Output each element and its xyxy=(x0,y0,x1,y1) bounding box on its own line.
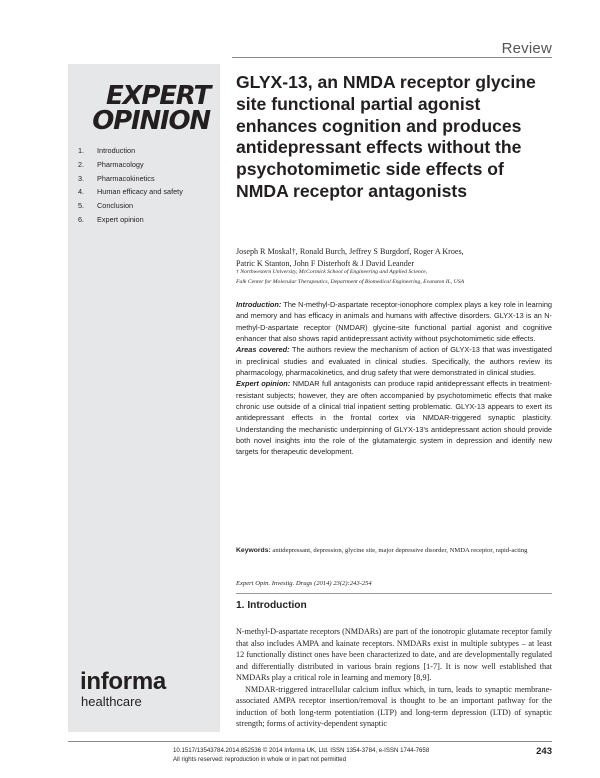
section-rule xyxy=(236,593,552,594)
toc-item-conclusion[interactable]: 5. Conclusion xyxy=(78,201,134,211)
sidebar xyxy=(68,64,220,732)
section-heading: 1. Introduction xyxy=(236,600,307,611)
article-title: GLYX-13, an NMDA receptor glycine site functional partial agonist enhances cognition and produces antidepressant effects without the psychotomimetic side effects of NMDA receptor antagonists xyxy=(236,72,536,201)
doi-copyright: 10.1517/13543784.2014.852536 © 2014 Informa UK, Ltd. ISSN 1354-3784, e-ISSN 1744-7658 xyxy=(173,747,430,754)
toc-item-introduction[interactable]: 1. Introduction xyxy=(78,146,136,155)
page-number: 243 xyxy=(536,746,552,757)
body-paragraph: NMDAR-triggered intracellular calcium influx which, in turn, leads to synaptic membrane-associated AMPA receptor insertion/removal is thought to be an important pathway for the induction of both long-term potentiation (LTP) and long-term depression (LTD) of synaptic strength; forms of activity-dependent synaptic xyxy=(236,684,552,728)
journal-citation: Expert Opin. Investig. Drugs (2014) 23(2):243-254 xyxy=(236,580,372,587)
toc-item-human-efficacy[interactable]: 4. Human efficacy and safety xyxy=(78,187,183,197)
authors-line1: Joseph R Moskal†, Ronald Burch, Jeffrey S Burgdorf, Roger A Kroes, xyxy=(236,247,464,256)
body-paragraph: N-methyl-D-aspartate receptors (NMDARs) are part of the ionotropic glutamate receptor family that also includes AMPA and kainate receptors. NMDARs exist in multiple subtypes – at least 12 functionally distinct ones have been characterized to date, and are developmentally regulated and differentially distributed in various brain regions [1-7]. It is now well established that NMDARs play a critical role in learning and memory [8,9]. xyxy=(236,627,552,682)
journal-logo-line2: OPINION xyxy=(92,106,210,136)
body-text xyxy=(236,626,552,730)
header-rule xyxy=(232,57,552,58)
abstract-introduction: Introduction: The N-methyl-D-aspartate receptor-ionophore complex plays a key role in learning and memory and has efficacy in animals and humans with affective disorders. GLYX-13 is an N-methyl-D-aspartate receptor (NMDAR) glycine-site functional partial agonist and cognitive enhancer that also shows rapid antidepressant activity without psychotomimetic side effects. xyxy=(236,300,552,344)
affiliation-line2: Falk Center for Molecular Therapeutics, Department of Biomedical Engineering, Evanston IL, USA xyxy=(236,278,465,285)
author-list xyxy=(236,246,566,270)
journal-logo-line1: EXPERT xyxy=(105,81,210,111)
table-of-contents xyxy=(78,144,183,227)
abstract xyxy=(236,299,552,458)
section-label: Review xyxy=(501,40,552,57)
affiliation-line1: † Northwestern University, McCormick School of Engineering and Applied Science, xyxy=(236,269,428,275)
publisher-logo-subtitle: healthcare xyxy=(81,694,142,709)
toc-item-pharmacology[interactable]: 2. Pharmacology xyxy=(78,159,144,169)
authors-line2: Patric K Stanton, John F Disterhoft & J David Leander xyxy=(236,258,415,268)
abstract-areas-covered: Areas covered: The authors review the mechanism of action of GLYX-13 that was investigated in preclinical studies and evaluated in clinical studies. Specifically, the authors review its pharmacology, pharmacokinetics, and drug safety that were demonstrated in clinical studies. xyxy=(236,345,552,378)
toc-item-expert-opinion[interactable]: 6. Expert opinion xyxy=(78,214,144,224)
publisher-logo: informa xyxy=(80,668,166,695)
affiliation xyxy=(236,268,566,287)
abstract-expert-opinion: Expert opinion: NMDAR full antagonists can produce rapid antidepressant effects in treatment-resistant subjects; however, they are often accompanied by psychotomimetic effects that make chronic use outside of a clinical trial inpatient setting problematic. GLYX-13 appears to exert its antidepressant effects in the frontal cortex via NMDAR-triggered synaptic plasticity. Understanding the mechanistic underpinning of GLYX-13's antidepressant action should provide both novel insights into the role of the glutamatergic system in depression and identify new targets for therapeutic development. xyxy=(236,379,552,457)
toc-item-pharmacokinetics[interactable]: 3. Pharmacokinetics xyxy=(78,173,155,183)
rights-statement: All rights reserved: reproduction in whole or in part not permitted xyxy=(173,756,347,763)
footer-rule xyxy=(68,741,552,742)
keywords: Keywords: antidepressant, depression, glycine site, major depressive disorder, NMDA receptor, rapid-acting xyxy=(236,547,528,554)
